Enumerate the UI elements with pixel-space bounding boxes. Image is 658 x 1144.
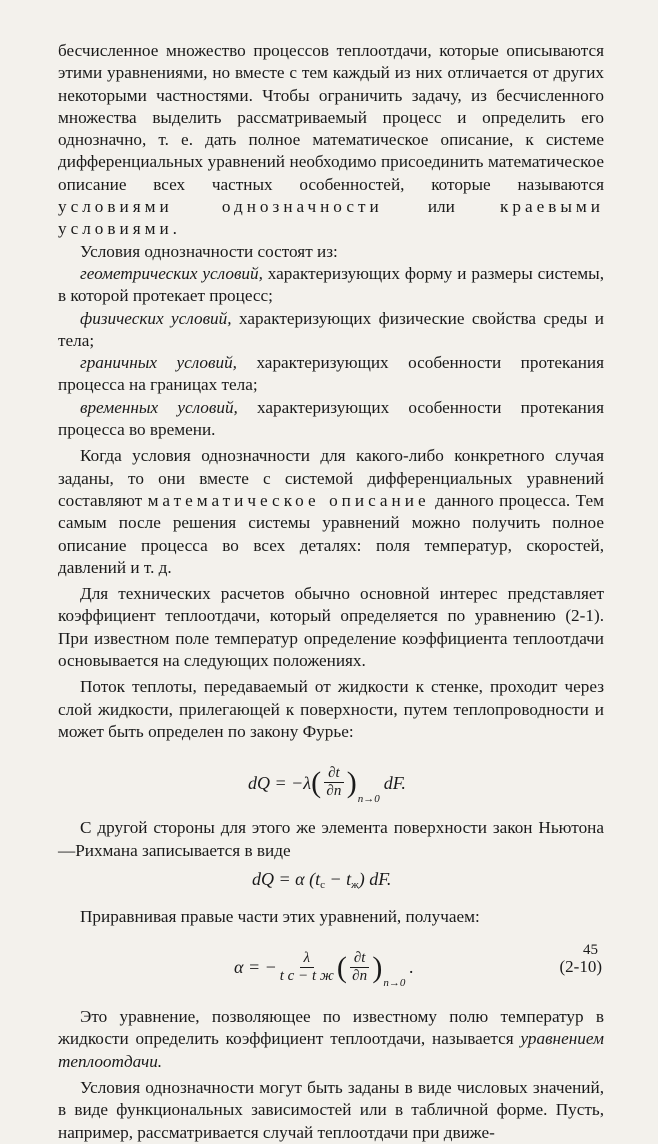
text: характеризующих особенности протекания процесса на границах тела; <box>58 353 604 395</box>
numerator: ∂t <box>324 765 344 783</box>
text: характеризующих физические свойства среды и тела; <box>58 308 604 350</box>
text: данного процесса. Тем самым после решения системы уравнений можно получить полное описание процесса во всех деталях: поля температур, скоростей, давлений и т. д. <box>58 490 605 577</box>
text: характеризующих особенности протекания процесса во времени. <box>58 397 604 440</box>
formula-fourier <box>58 753 604 809</box>
list-item <box>58 263 604 308</box>
paragraph: Поток теплоты, передаваемый от жидкости к стенке, проходит через слой жидкости, прилегающей к поверхности, путем теплопроводности и может быть определен по закону Фурье: <box>58 677 604 741</box>
text: характеризующих форму и размеры системы, в которой протекает процесс; <box>58 263 604 306</box>
paragraph: С другой стороны для этого же элемента поверхности закон Ньютона—Рихмана записывается в виде <box>58 818 604 860</box>
page-number: 45 <box>583 942 598 958</box>
equation-number: (2-10) <box>559 957 602 977</box>
subscript: ж <box>351 878 359 891</box>
paren-left: ( <box>336 950 347 984</box>
numerator: ∂t <box>350 950 370 968</box>
formula-part: dQ = α (t <box>252 868 321 889</box>
formula-newton-richmann <box>58 866 604 896</box>
paren-left: ( <box>311 765 322 799</box>
paren-right: ) <box>372 950 383 984</box>
list-item <box>58 397 604 442</box>
denominator: ∂n <box>352 968 368 985</box>
paragraph: Условия однозначности состоят из: <box>80 241 338 261</box>
spaced-term: математическое описание <box>147 490 430 510</box>
paragraph: Приравнивая правые части этих уравнений, получаем: <box>80 906 480 926</box>
limit-subscript: n→0 <box>357 792 380 805</box>
text: или <box>427 197 455 217</box>
formula-lhs: α = − <box>234 957 277 978</box>
formula-part: ) dF. <box>358 868 392 889</box>
formula-part: − t <box>324 868 352 889</box>
formula-lhs: dQ = −λ <box>248 772 312 793</box>
text: Когда условия однозначности для какого-либо конкретного случая заданы, то они вместе с системой дифференциальных уравнений составляют <box>58 446 604 510</box>
paragraph: Для технических расчетов обычно основной интерес представляет коэффициент теплоотдачи, который определяется по уравнению (2-1). При известном поле температур определение коэффициента теплоотдачи основывается на следующих положениях. <box>58 584 604 671</box>
formula-tail: . <box>409 957 414 978</box>
formula-tail: dF. <box>383 772 406 793</box>
fraction <box>280 950 334 985</box>
paragraph <box>58 40 604 241</box>
italic-term: граничных условий, <box>80 353 237 373</box>
italic-term: уравнением теплоотдачи. <box>58 1029 604 1071</box>
paragraph: Условия однозначности могут быть заданы в виде числовых значений, в виде функциональных зависимостей или в табличной форме. Пусть, например, рассматривается случай теплоотдачи при движе- <box>58 1077 604 1142</box>
italic-term: физических условий, <box>80 308 232 328</box>
italic-term: геометрических условий, <box>80 263 263 283</box>
paragraph <box>58 445 604 579</box>
denominator: ∂n <box>326 783 342 800</box>
fraction <box>350 950 370 985</box>
paren-right: ) <box>346 765 357 799</box>
list-item <box>58 308 604 353</box>
fraction <box>324 765 344 800</box>
numerator: λ <box>300 950 315 968</box>
spaced-term: условиями однозначности <box>58 197 383 217</box>
list-item <box>58 352 604 397</box>
paragraph <box>58 1006 604 1073</box>
italic-term: временных условий, <box>80 397 238 417</box>
spaced-term: краевыми условиями. <box>58 197 604 239</box>
page-text <box>58 40 604 1144</box>
denominator: t с − t ж <box>279 968 334 985</box>
limit-subscript: n→0 <box>383 977 406 990</box>
text: Это уравнение, позволяющее по известному полю температур в жидкости определить коэффициент теплоотдачи, называется <box>58 1007 604 1049</box>
text: бесчисленное множество процессов теплоотдачи, которые описываются этими уравнениями, но вместе с тем каждый из них отличается от других некоторыми частностями. Чтобы ограничить задачу, из бесчисленного множества выделить рассматриваемый процесс и определить его однозначно, т. е. дать полное математическое описание, к системе дифференциальных уравнений необходимо присоединить математическое описание всех частных особенностей, которые называются <box>58 41 604 194</box>
formula-heat-transfer <box>58 938 604 998</box>
subscript: с <box>320 878 325 891</box>
